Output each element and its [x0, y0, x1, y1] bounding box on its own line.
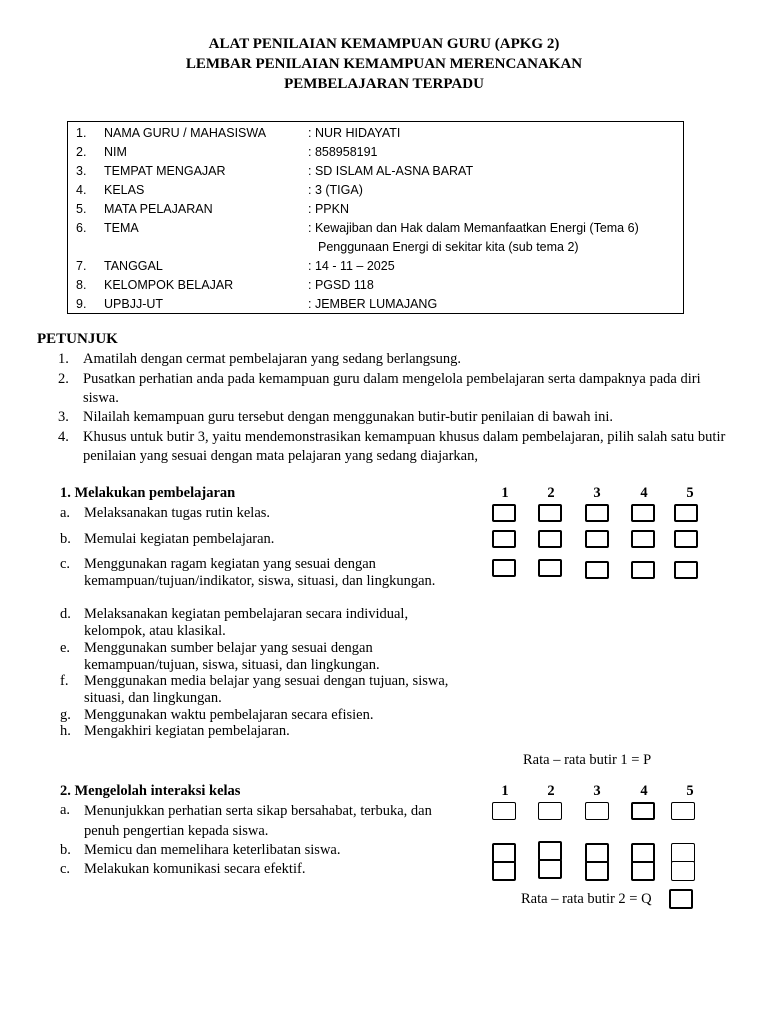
- item-num: a.: [60, 505, 71, 521]
- score-checkbox[interactable]: [492, 530, 516, 548]
- score-checkbox[interactable]: [538, 559, 562, 577]
- info-row-subtheme: [68, 238, 683, 257]
- info-label: TEMA: [104, 221, 139, 235]
- score-checkbox[interactable]: [585, 861, 609, 881]
- info-value: : Kewajiban dan Hak dalam Memanfaatkan Energi (Tema 6): [308, 221, 639, 235]
- score-checkbox[interactable]: [492, 843, 516, 863]
- petunjuk-heading: PETUNJUK: [37, 331, 118, 347]
- average-q-box[interactable]: [669, 889, 693, 909]
- item-text: Melakukan komunikasi secara efektif.: [84, 861, 306, 877]
- item-text: Melaksanakan kegiatan pembelajaran secara individual, kelompok, atau klasikal.: [84, 606, 409, 639]
- info-row-school: [68, 162, 683, 181]
- item-text: Memulai kegiatan pembelajaran.: [84, 531, 275, 547]
- score-checkbox[interactable]: [671, 843, 695, 863]
- info-num: 2.: [76, 145, 87, 159]
- score-label-5: 5: [686, 485, 694, 501]
- item-num: a.: [60, 802, 71, 818]
- score-checkbox[interactable]: [674, 561, 698, 579]
- score-label-4: 4: [640, 783, 648, 799]
- info-value: : 14 - 11 – 2025: [308, 259, 395, 273]
- item-num: c.: [60, 861, 71, 877]
- score-label-3: 3: [593, 783, 601, 799]
- identity-info-box: [67, 121, 684, 314]
- score-checkbox[interactable]: [492, 559, 516, 577]
- score-label-2: 2: [547, 783, 555, 799]
- info-row-upbjj: [68, 295, 683, 314]
- info-num: 9.: [76, 297, 87, 311]
- info-row-class: [68, 181, 683, 200]
- item-num: g.: [60, 707, 71, 723]
- score-checkbox[interactable]: [631, 504, 655, 522]
- instruction-text: Khusus untuk butir 3, yaitu mendemonstrasikan kemampuan khusus dalam pembelajaran, pilih salah satu butir penilaian yang sesuai dengan mata pelajaran yang sedang diajarkan,: [83, 429, 726, 464]
- item-num: d.: [60, 606, 71, 622]
- info-label: TEMPAT MENGAJAR: [104, 164, 226, 178]
- info-label: MATA PELAJARAN: [104, 202, 213, 216]
- instruction-num: 3.: [58, 409, 69, 425]
- score-checkbox[interactable]: [631, 843, 655, 863]
- item-num: e.: [60, 640, 71, 656]
- instruction-num: 4.: [58, 429, 69, 445]
- section-2-average: Rata – rata butir 2 = Q: [521, 891, 652, 907]
- instruction-num: 1.: [58, 351, 69, 367]
- info-num: 3.: [76, 164, 87, 178]
- instruction-num: 2.: [58, 371, 69, 387]
- score-label-3: 3: [593, 485, 601, 501]
- score-checkbox[interactable]: [674, 530, 698, 548]
- item-text: Menggunakan waktu pembelajaran secara efisien.: [84, 707, 374, 723]
- score-checkbox[interactable]: [492, 504, 516, 522]
- score-checkbox[interactable]: [585, 561, 609, 579]
- item-num: h.: [60, 723, 71, 739]
- item-text: Menggunakan ragam kegiatan yang sesuai dengan kemampuan/tujuan/indikator, siswa, situasi, dan lingkungan.: [84, 556, 436, 589]
- score-checkbox[interactable]: [631, 861, 655, 881]
- info-row-theme: [68, 219, 683, 238]
- item-text: Menunjukkan perhatian serta sikap bersahabat, terbuka, dan penuh pengertian kepada siswa.: [84, 803, 432, 839]
- item-text: Menggunakan sumber belajar yang sesuai dengan kemampuan/tujuan, siswa, situasi, dan lingkungan.: [84, 640, 380, 673]
- info-num: 1.: [76, 126, 87, 140]
- info-row-name: [68, 124, 683, 143]
- score-checkbox[interactable]: [538, 530, 562, 548]
- info-label: KELOMPOK BELAJAR: [104, 278, 234, 292]
- info-row-subject: [68, 200, 683, 219]
- item-text: Mengakhiri kegiatan pembelajaran.: [84, 723, 290, 739]
- info-label: NAMA GURU / MAHASISWA: [104, 126, 267, 140]
- section-2-heading: 2. Mengelolah interaksi kelas: [60, 783, 241, 799]
- item-num: b.: [60, 531, 71, 547]
- score-checkbox[interactable]: [538, 859, 562, 879]
- info-label: TANGGAL: [104, 259, 163, 273]
- info-num: 6.: [76, 221, 87, 235]
- score-checkbox[interactable]: [585, 504, 609, 522]
- score-checkbox[interactable]: [671, 861, 695, 881]
- info-num: 8.: [76, 278, 87, 292]
- item-num: f.: [60, 673, 69, 689]
- info-label: NIM: [104, 145, 127, 159]
- score-label-2: 2: [547, 485, 555, 501]
- score-checkbox[interactable]: [538, 802, 562, 820]
- document-title: [0, 34, 768, 94]
- info-num: 4.: [76, 183, 87, 197]
- score-checkbox[interactable]: [492, 802, 516, 820]
- score-checkbox[interactable]: [674, 504, 698, 522]
- score-checkbox[interactable]: [585, 530, 609, 548]
- info-value: : SD ISLAM AL-ASNA BARAT: [308, 164, 474, 178]
- score-checkbox[interactable]: [492, 861, 516, 881]
- score-checkbox[interactable]: [631, 561, 655, 579]
- score-label-1: 1: [501, 485, 509, 501]
- info-value: : PGSD 118: [308, 278, 374, 292]
- score-checkbox[interactable]: [538, 841, 562, 861]
- title-line-3: PEMBELAJARAN TERPADU: [284, 76, 484, 92]
- info-value: : NUR HIDAYATI: [308, 126, 401, 140]
- info-value: : JEMBER LUMAJANG: [308, 297, 438, 311]
- score-checkbox[interactable]: [585, 802, 609, 820]
- score-checkbox[interactable]: [671, 802, 695, 820]
- item-num: b.: [60, 842, 71, 858]
- info-num: 5.: [76, 202, 87, 216]
- info-value-continued: Penggunaan Energi di sekitar kita (sub tema 2): [318, 240, 579, 254]
- title-line-1: ALAT PENILAIAN KEMAMPUAN GURU (APKG 2): [208, 36, 560, 52]
- info-row-date: [68, 257, 683, 276]
- section-1-heading: 1. Melakukan pembelajaran: [60, 485, 236, 501]
- info-value: : PPKN: [308, 202, 349, 216]
- score-checkbox[interactable]: [538, 504, 562, 522]
- score-label-4: 4: [640, 485, 648, 501]
- score-checkbox[interactable]: [585, 843, 609, 863]
- info-value: : 3 (TIGA): [308, 183, 363, 197]
- score-label-1: 1: [501, 783, 509, 799]
- info-value: : 858958191: [308, 145, 378, 159]
- instruction-text: Amatilah dengan cermat pembelajaran yang sedang berlangsung.: [83, 351, 462, 367]
- item-num: c.: [60, 556, 71, 572]
- score-checkbox[interactable]: [631, 802, 655, 820]
- item-text: Memicu dan memelihara keterlibatan siswa.: [84, 842, 341, 858]
- info-row-nim: [68, 143, 683, 162]
- instruction-text: Nilailah kemampuan guru tersebut dengan menggunakan butir-butir penilaian di bawah ini.: [83, 409, 614, 425]
- title-line-2: LEMBAR PENILAIAN KEMAMPUAN MERENCANAKAN: [185, 56, 583, 72]
- section-1-average: Rata – rata butir 1 = P: [523, 752, 652, 768]
- info-label: UPBJJ-UT: [104, 297, 164, 311]
- info-num: 7.: [76, 259, 87, 273]
- item-text: Melaksanakan tugas rutin kelas.: [84, 505, 271, 521]
- instruction-text: Pusatkan perhatian anda pada kemampuan guru dalam mengelola pembelajaran serta dampaknya pada diri siswa.: [83, 371, 701, 406]
- info-label: KELAS: [104, 183, 145, 197]
- item-text: Menggunakan media belajar yang sesuai dengan tujuan, siswa, situasi, dan lingkungan.: [84, 673, 449, 706]
- info-row-group: [68, 276, 683, 295]
- score-checkbox[interactable]: [631, 530, 655, 548]
- score-label-5: 5: [686, 783, 694, 799]
